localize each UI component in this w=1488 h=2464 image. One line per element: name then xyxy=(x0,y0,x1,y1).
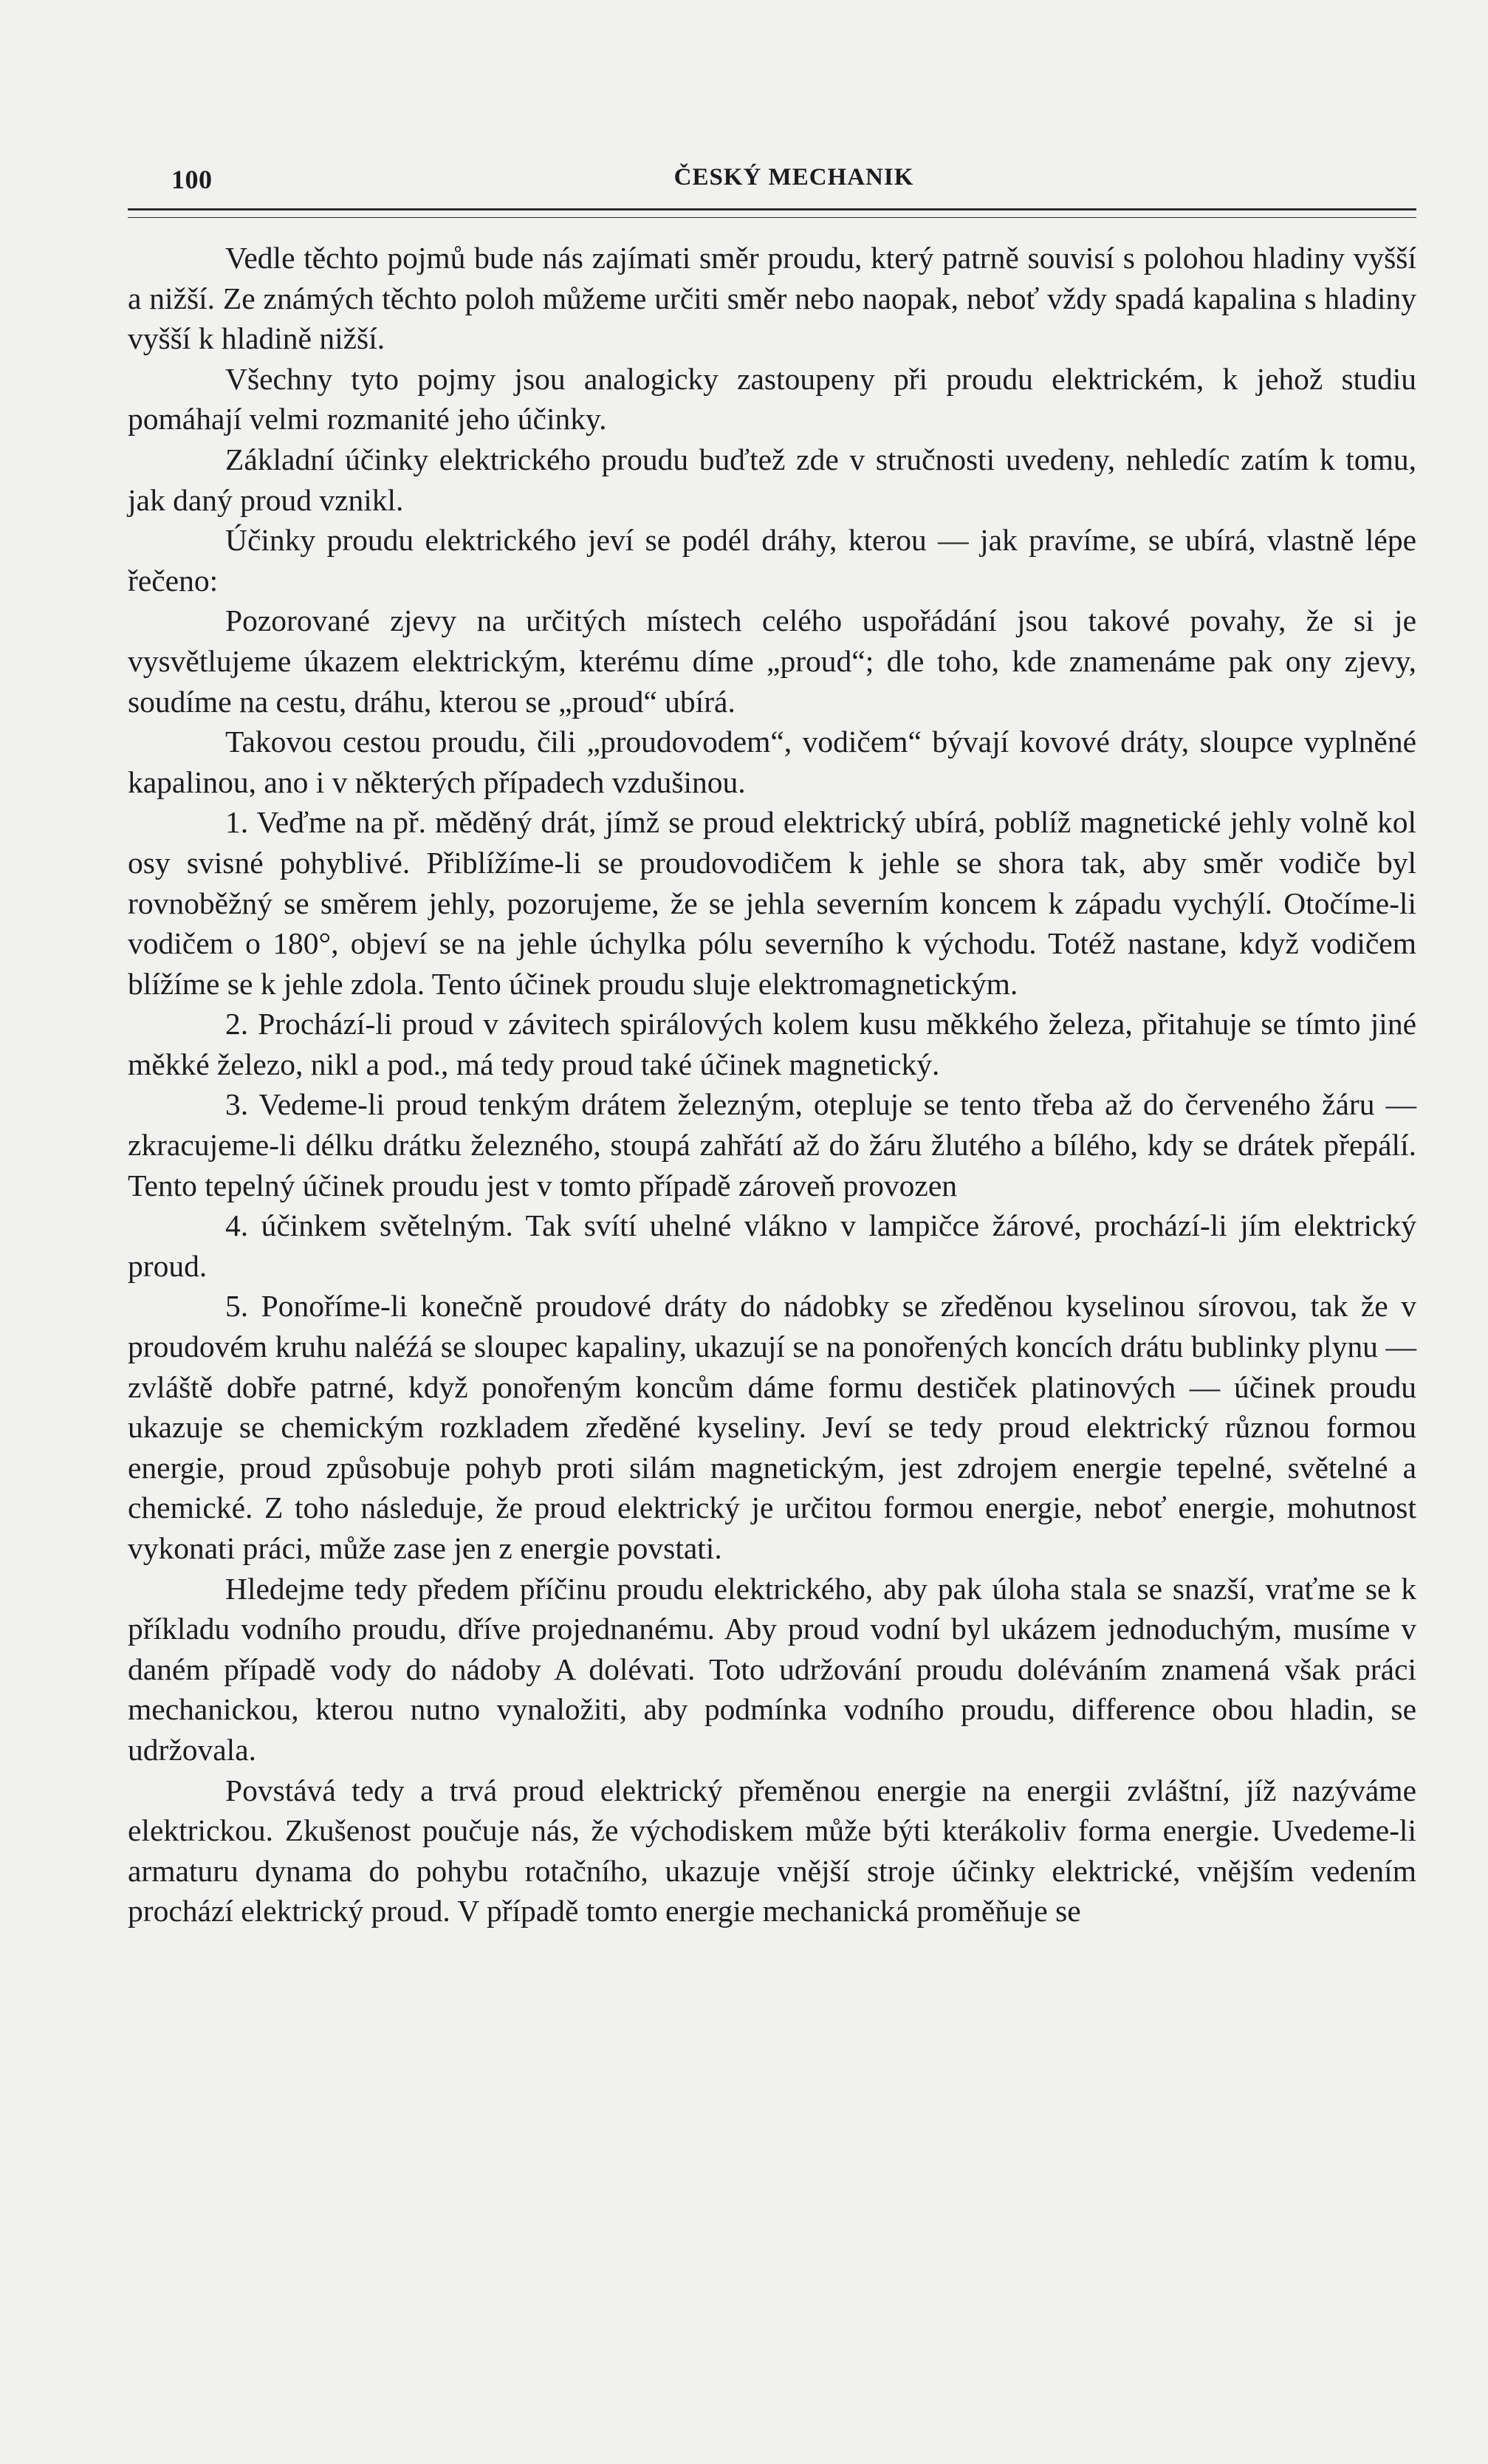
paragraph: Základní účinky elektrického proudu buďtež zde v stručnosti uvedeny, nehledíc zatím k tomu, jak daný proud vznikl. xyxy=(128,442,1416,517)
page-number: 100 xyxy=(171,165,213,194)
header-rule xyxy=(128,208,1416,218)
paragraph: Všechny tyto pojmy jsou analogicky zastoupeny při proudu elektrickém, k jehož studiu pomáhají velmi rozmanité jeho účinky. xyxy=(128,361,1416,437)
paragraph: 3. Vedeme-li proud tenkým drátem železným, otepluje se tento třeba až do červeného žáru — zkracujeme-li délku drátku železného, stoupá zahřátí až do žáru žlutého a bílého, kdy se drátek přepálí. Tento tepelný účinek proudu jest v tomto případě zároveň provozen xyxy=(128,1087,1416,1202)
paragraph: 5. Ponoříme-li konečně proudové dráty do nádobky se zředěnou kyselinou sírovou, tak že v proudovém kruhu naléźá se sloupec kapaliny, ukazují se na ponořených koncích drátu bublinky plynu — zvláště dobře patrné, když ponořeným koncům dáme formu destiček platinových — účinek proudu ukazuje se chemickým rozkladem zředěné kyseliny. Jeví se tedy proud elektrický různou formou energie, proud způsobuje pohyb proti silám magnetickým, jest zdrojem energie tepelné, světelné a chemické. Z toho následuje, že proud elektrický je určitou formou energie, neboť energie, mohutnost vykonati práci, může zase jen z energie povstati. xyxy=(128,1289,1416,1565)
paragraph: 1. Veďme na př. měděný drát, jímž se proud elektrický ubírá, poblíž magnetické jehly volně kol osy svisné pohyblivé. Přiblížíme-li se proudovodičem k jehle se shora tak, aby směr vodiče byl rovnoběžný se směrem jehly, pozorujeme, že se jehla severním koncem k západu vychýlí. Otočíme-li vodičem o 180°, objeví se na jehle úchylka pólu severního k východu. Totéž nastane, když vodičem blížíme se k jehle zdola. Tento účinek proudu sluje elektromagnetickým. xyxy=(128,805,1416,1001)
paragraph: 2. Prochází-li proud v závitech spirálových kolem kusu měkkého železa, přitahuje se tímto jiné měkké železo, nikl a pod., má tedy proud také účinek magnetický. xyxy=(128,1007,1416,1081)
paragraph: Povstává tedy a trvá proud elektrický přeměnou energie na energii zvláštní, jíž nazýváme elektrickou. Zkušenost poučuje nás, že východiskem může býti kterákoliv forma energie. Uvedeme-li armaturu dynama do pohybu rotačního, ukazuje vnější stroje účinky elektrické, vnějším vedením prochází elektrický proud. V případě tomto energie mechanická proměňuje se xyxy=(128,1773,1416,1929)
paragraph: Pozorované zjevy na určitých místech celého uspořádání jsou takové povahy, že si je vysvětlujeme úkazem elektrickým, kterému díme „proud“; dle toho, kde znamenáme pak ony zjevy, soudíme na cestu, dráhu, kterou se „proud“ ubírá. xyxy=(128,603,1416,719)
paragraph: Účinky proudu elektrického jeví se podél dráhy, kterou — jak pravíme, se ubírá, vlastně lépe řečeno: xyxy=(128,523,1416,598)
paragraph: 4. účinkem světelným. Tak svítí uhelné vlákno v lampičce žárové, prochází-li jím elektrický proud. xyxy=(128,1208,1416,1283)
page-header xyxy=(171,164,1416,208)
running-title: ČESKÝ MECHANIK xyxy=(673,164,914,191)
paragraph: Hledejme tedy předem příčinu proudu elektrického, aby pak úloha stala se snazší, vraťme se k příkladu vodního proudu, dříve projednanému. Aby proud vodní byl ukázem jednoduchým, musíme v daném případě vody do nádoby A dolévati. Toto udržování proudu doléváním znamená však práci mechanickou, kterou nutno vynaložiti, aby podmínka vodního proudu, difference obou hladin, se udržovala. xyxy=(128,1571,1416,1767)
paragraph: Vedle těchto pojmů bude nás zajímati směr proudu, který patrně souvisí s polohou hladiny vyšší a nižší. Ze známých těchto poloh můžeme určiti směr nebo naopak, neboť vždy spadá kapalina s hladiny vyšší k hladině nižší. xyxy=(128,241,1416,356)
body-text xyxy=(128,238,1416,1931)
paragraph: Takovou cestou proudu, čili „proudovodem“, vodičem“ bývají kovové dráty, sloupce vyplněné kapalinou, ano i v některých případech vzdušinou. xyxy=(128,725,1416,799)
